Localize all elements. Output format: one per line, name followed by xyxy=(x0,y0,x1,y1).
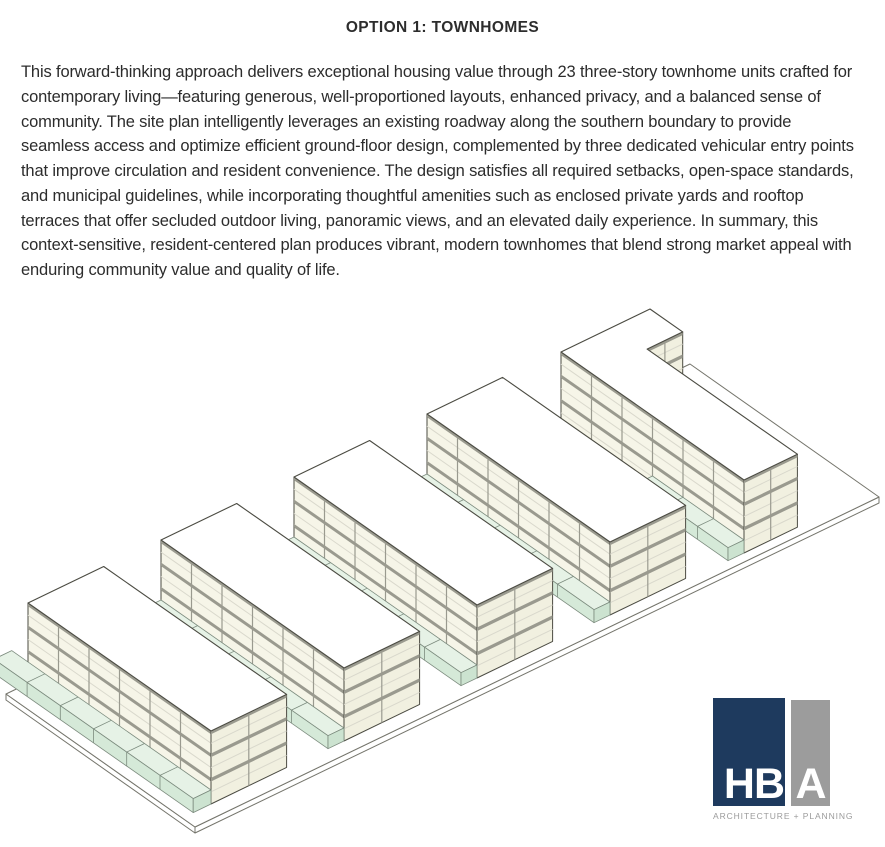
hba-logo-mark xyxy=(713,698,839,809)
description-paragraph: This forward-thinking approach delivers exceptional housing value through 23 three-story townhome units crafted for contemporary living—featuring generous, well-proportioned layouts, enhanced privacy, and a balanced sense of community. The site plan intelligently leverages an existing roadway along the southern boundary to provide seamless access and optimize efficient ground-floor design, complemented by three dedicated vehicular entry points that improve circulation and resident convenience. The design satisfies all required setbacks, open-space standards, and municipal guidelines, while incorporating thoughtful amenities such as enclosed private yards and rooftop terraces that offer secluded outdoor living, panoramic views, and an elevated daily experience. In summary, this context-sensitive, resident-centered plan produces vibrant, modern townhomes that blend strong market appeal with enduring community value and quality of life. xyxy=(21,63,854,279)
page-title: OPTION 1: TOWNHOMES xyxy=(345,19,540,36)
hba-logo-gray-block xyxy=(791,700,830,809)
hba-logo-caption: ARCHITECTURE + PLANNING xyxy=(713,811,854,821)
hba-logo-navy-block xyxy=(713,698,785,809)
hba-logo-letter-a: A xyxy=(795,760,826,809)
hba-logo-letters-hb: HB xyxy=(723,760,784,809)
hba-logo xyxy=(713,698,854,821)
